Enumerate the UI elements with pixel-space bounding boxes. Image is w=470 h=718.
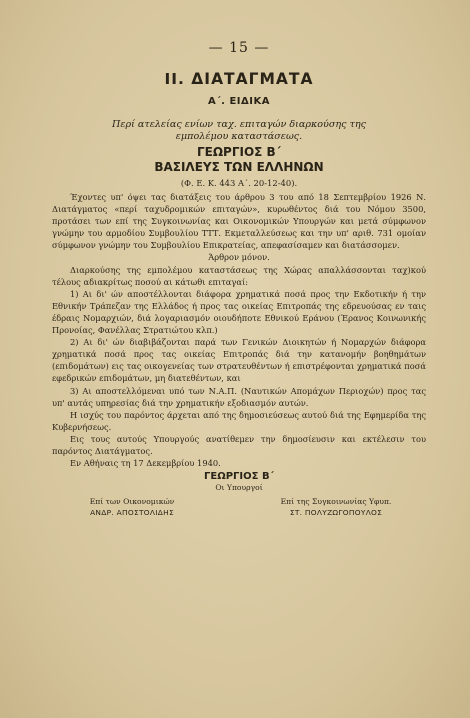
- paragraph-item-1: 1) Αι δι' ών αποστέλλονται διάφορα χρηματικά ποσά προς την Εκδοτικήν ή την Εθνικήν Τράπεζαν της Ελλάδος ή προς τας οικείας Επιτροπάς της εδρευούσας εν ταις έδραις Νομαρχιών, διά λογαριασμόν οιουδήποτε Εθνικού Εράνου (Έρανος Κοινωνικής Προνοίας, Φανέλλας Στρατιώτου κλπ.): [52, 288, 426, 336]
- decree-body: [52, 191, 426, 469]
- minister-right: [246, 496, 426, 518]
- decree-subject-line: εμπολέμου καταστάσεως.: [175, 131, 303, 142]
- paragraph-intro: Διαρκούσης της εμπολέμου καταστάσεως της Χώρας απαλλάσσονται ταχ)κού τέλους αδιακρίτως ποσού αι κάτωθι επιταγαί:: [52, 264, 426, 287]
- article-heading: Άρθρον μόνον.: [208, 252, 270, 263]
- page-number: — 15 —: [208, 40, 270, 56]
- minister-left-name: ΑΝΔΡ. ΑΠΟΣΤΟΛΙΔΗΣ: [90, 508, 174, 518]
- paragraph-validity: Η ισχύς του παρόντος άρχεται από της δημοσιεύσεως αυτού διά της Εφημερίδα της Κυβερνήσεως.: [52, 409, 426, 432]
- decree-subject-line: Περί ατελείας ενίων ταχ. επιταγών διαρκούσης της: [111, 119, 367, 130]
- king-signature: ΓΕΩΡΓΙΟΣ Β΄: [204, 471, 274, 483]
- paragraph-item-2: 2) Αι δι' ών διαβιβάζονται παρά των Γενικών Διοικητών ή Νομαρχών διάφορα χρηματικά ποσά προς τας οικείας Επιτροπάς διά την κατανομήν βοηθημάτων (επιδομάτων) εις τας οικογενείας των στρατευθέντων ή επιστρέφονται χρηματικά ποσά εφεδρικών επιδομάτων, μη διατεθέντων, και: [52, 337, 426, 384]
- minister-right-name: ΣΤ. ΠΟΛΥΖΩΓΟΠΟΥΛΟΣ: [289, 508, 383, 518]
- minister-left: [52, 496, 212, 518]
- paragraph-item-3: 3) Αι αποστελλόμεναι υπό των Ν.Α.Π. (Ναυτικών Απομάχων Περιοχών) προς τας υπ' αυτάς υπηρεσίας διά την χρηματικήν εξοδιασμόν αυτών.: [52, 385, 426, 408]
- fek-reference: (Φ. Ε. Κ. 443 Α΄. 20-12-40).: [180, 178, 298, 188]
- ministers-signatures: [52, 482, 426, 538]
- king-title: ΒΑΣΙΛΕΥΣ ΤΩΝ ΕΛΛΗΝΩΝ: [154, 160, 324, 174]
- king-name: ΓΕΩΡΓΙΟΣ Β΄: [197, 145, 281, 159]
- minister-right-title: Επί της Συγκοινωνίας Υφυπ.: [280, 497, 392, 507]
- paragraph-execution: Εις τους αυτούς Υπουργούς ανατίθεμεν την δημοσίευσιν και εκτέλεσιν του παρόντος Διατάγματος.: [52, 433, 426, 456]
- minister-left-title: Επί των Οικονομικών: [89, 497, 175, 507]
- decree-subject: [52, 119, 426, 143]
- ministers-label: Οι Υπουργοί: [215, 483, 263, 493]
- date-line: Εν Αθήναις τη 17 Δεκεμβρίου 1940.: [70, 458, 221, 469]
- paragraph-preamble: Έχοντες υπ' όψει τας διατάξεις του άρθρου 3 του από 18 Σεπτεμβρίου 1926 Ν. Διατάγματος «περί ταχυδρομικών επιταγών», κυρωθέντος διά του Νόμου 3500, προτάσει των επί της Συγκοινωνίας και Οικονομικών Υπουργών και μετά σύμφωνον γνώμην του αρμοδίου Συμβουλίου ΤΤΤ. Εκμεταλλεύσεως και την υπ' αριθ. 731 ομοίαν σύμφωνον γνώμην του Συμβουλίου Επικρατείας, απεφασίσαμεν και διατάσσομεν.: [52, 192, 426, 251]
- section-title: II. ΔΙΑΤΑΓΜΑΤΑ: [164, 70, 314, 88]
- subsection-title: Α΄. ΕΙΔΙΚΑ: [208, 96, 270, 107]
